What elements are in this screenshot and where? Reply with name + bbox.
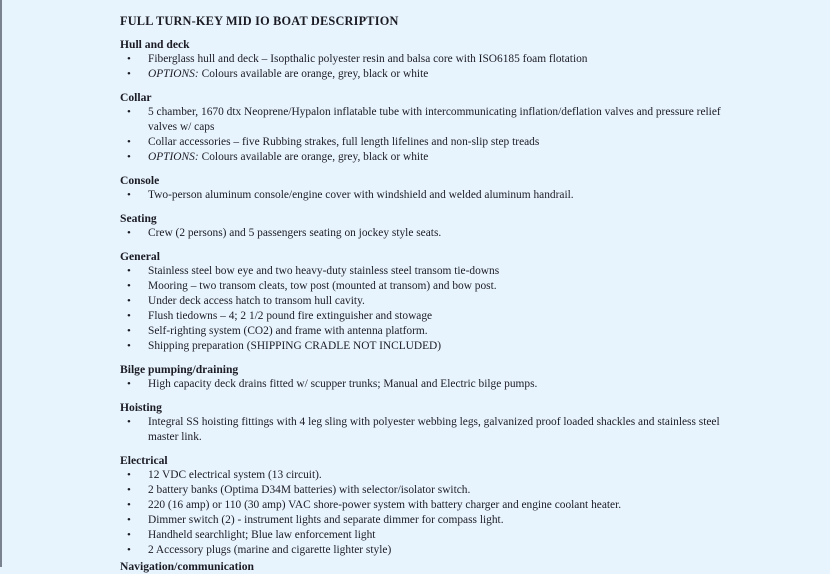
bullet-list: [120, 52, 747, 82]
bullet-text: Shipping preparation (SHIPPING CRADLE NOT INCLUDED): [148, 340, 442, 352]
bullet-item: [120, 483, 747, 498]
document-page: [120, 14, 747, 574]
bullet-text: Collar accessories – five Rubbing strakes, full length lifelines and non-slip step treads: [148, 136, 540, 148]
bullet-text: Dimmer switch (2) - instrument lights and separate dimmer for compass light.: [148, 514, 504, 526]
bullet-text: Fiberglass hull and deck – Isopthalic polyester resin and balsa core with ISO6185 foam flotation: [148, 53, 588, 65]
document-section: [120, 453, 747, 558]
section-heading: Collar: [120, 91, 152, 104]
section-heading: Console: [120, 174, 160, 187]
bullet-item: [120, 377, 747, 392]
bullet-text: Colours available are orange, grey, black or white: [201, 68, 429, 80]
bullet-item: [120, 52, 747, 67]
bullet-text: Crew (2 persons) and 5 passengers seating on jockey style seats.: [148, 227, 442, 239]
bullet-item: [120, 105, 747, 135]
bullet-list: [120, 264, 747, 354]
bullet-list: [120, 377, 747, 392]
bullet-item: [120, 543, 747, 558]
document-section: [120, 362, 747, 392]
bullet-text: 220 (16 amp) or 110 (30 amp) VAC shore-power system with battery charger and engine coolant heater.: [148, 499, 622, 511]
document-section: [120, 249, 747, 354]
bullet-item: [120, 279, 747, 294]
document-section: [120, 400, 747, 445]
document-section: [120, 211, 747, 241]
bullet-text: 12 VDC electrical system (13 circuit).: [148, 469, 322, 481]
bullet-item: [120, 528, 747, 543]
bullet-text: 5 chamber, 1670 dtx Neoprene/Hypalon inflatable tube with intercommunicating inflation/deflation valves and pressure relief valves w/ caps: [148, 106, 721, 133]
bullet-list: [120, 415, 747, 445]
section-heading: Bilge pumping/draining: [120, 363, 239, 376]
bullet-list: [120, 105, 747, 165]
bullet-list: [120, 468, 747, 558]
bullet-item: [120, 513, 747, 528]
bullet-item: [120, 324, 747, 339]
bullet-text: 2 battery banks (Optima D34M batteries) with selector/isolator switch.: [148, 484, 471, 496]
section-heading: Electrical: [120, 454, 168, 467]
section-heading: Hull and deck: [120, 38, 190, 51]
bullet-item: [120, 498, 747, 513]
bullet-text: Handheld searchlight; Blue law enforcement light: [148, 529, 376, 541]
bullet-item: [120, 67, 747, 82]
document-section: [120, 173, 747, 203]
bullet-item: [120, 188, 747, 203]
document-title: FULL TURN-KEY MID IO BOAT DESCRIPTION: [120, 14, 399, 28]
bullet-text: Two-person aluminum console/engine cover with windshield and welded aluminum handrail.: [148, 189, 574, 201]
bullet-text: Colours available are orange, grey, black or white: [201, 151, 429, 163]
bullet-italic-prefix: OPTIONS:: [148, 68, 199, 80]
bullet-list: [120, 188, 747, 203]
bullet-item: [120, 309, 747, 324]
bullet-item: [120, 226, 747, 241]
bullet-list: [120, 226, 747, 241]
bullet-item: [120, 415, 747, 445]
bullet-item: [120, 468, 747, 483]
section-heading: Hoisting: [120, 401, 162, 414]
section-heading: Seating: [120, 212, 157, 225]
bullet-text: Integral SS hoisting fittings with 4 leg sling with polyester webbing legs, galvanized proof loaded shackles and stainless steel master link.: [148, 416, 720, 443]
bullet-item: [120, 135, 747, 150]
document-sections: [120, 37, 747, 558]
section-heading: General: [120, 250, 160, 263]
bullet-text: Stainless steel bow eye and two heavy-duty stainless steel transom tie-downs: [148, 265, 500, 277]
window-left-edge: [0, 0, 2, 567]
bullet-text: High capacity deck drains fitted w/ scupper trunks; Manual and Electric bilge pumps.: [148, 378, 538, 390]
clipped-section-heading: Navigation/communication: [120, 560, 254, 573]
bullet-text: Mooring – two transom cleats, tow post (mounted at transom) and bow post.: [148, 280, 497, 292]
document-section: [120, 37, 747, 82]
bullet-text: Self-righting system (CO2) and frame with antenna platform.: [148, 325, 428, 337]
bullet-item: [120, 339, 747, 354]
bullet-text: Under deck access hatch to transom hull cavity.: [148, 295, 365, 307]
bullet-item: [120, 264, 747, 279]
document-section: [120, 90, 747, 165]
bullet-text: Flush tiedowns – 4; 2 1/2 pound fire extinguisher and stowage: [148, 310, 433, 322]
bullet-text: 2 Accessory plugs (marine and cigarette lighter style): [148, 544, 392, 556]
bullet-item: [120, 294, 747, 309]
bullet-italic-prefix: OPTIONS:: [148, 151, 199, 163]
bullet-item: [120, 150, 747, 165]
